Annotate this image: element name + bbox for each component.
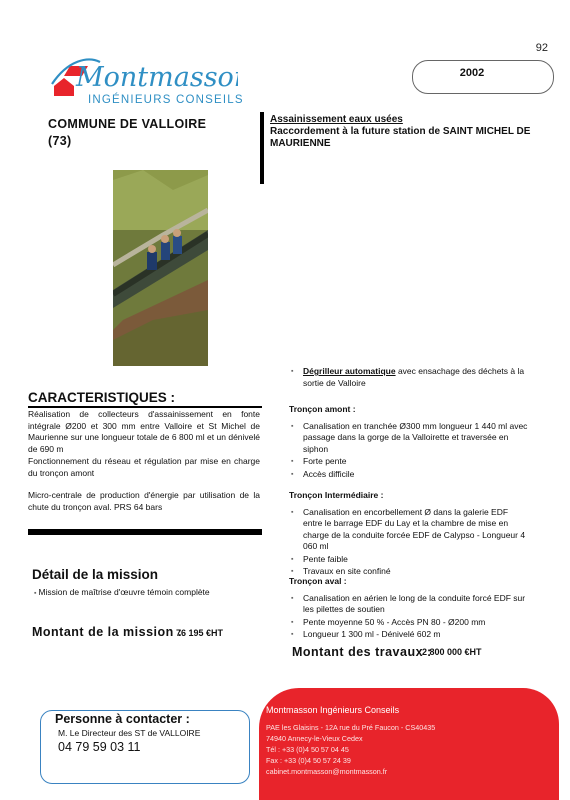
logo-wordmark: Montmasson	[76, 62, 238, 93]
degrilleur-label: Dégrilleur automatique	[303, 366, 396, 376]
caracteristiques-paragraph-2: Fonctionnement du réseau et régulation par mise en charge du tronçon amont	[28, 456, 260, 478]
troncon-amont	[289, 404, 529, 481]
degrilleur-item	[289, 366, 529, 389]
caracteristiques-paragraph-3: Micro-centrale de production d'énergie par utilisation de la chute du tronçon aval. PRS 64 bars	[28, 490, 260, 512]
list-item: ▪ Canalisation en tranchée Ø300 mm longueur 1 440 ml avec passage dans la gorge de la Valloirette et traversée en siphon	[289, 421, 529, 456]
caracteristiques-title: CARACTERISTIQUES :	[28, 390, 176, 405]
troncon-aval-title: Tronçon aval :	[289, 576, 347, 586]
commune-department: (73)	[48, 134, 72, 148]
list-item: ▪ Canalisation en aérien le long de la conduite forcé EDF sur les pilettes de soutien	[289, 593, 529, 616]
logo-subtitle: INGÉNIEURS CONSEILS	[88, 94, 244, 106]
list-item: ▪ Pente moyenne 50 % - Accès PN 80 - Ø200 mm	[289, 617, 529, 629]
project-title-line1: Assainissement eaux usées	[270, 114, 403, 125]
mission-amount-label: Montant de la mission :	[32, 625, 183, 639]
troncon-intermediaire	[289, 490, 529, 579]
company-name: Montmasson Ingénieurs Conseils	[266, 705, 400, 715]
degrilleur-block	[289, 366, 529, 390]
mission-title: Détail de la mission	[32, 567, 159, 582]
commune-heading	[48, 116, 206, 150]
company-fax: Fax : +33 (0)4 50 57 24 39	[266, 756, 351, 765]
works-amount-value: 2 800 000 €HT	[422, 647, 482, 657]
section-divider	[28, 529, 262, 535]
project-title-line2: Raccordement à la future station de SAINT MICHEL DE MAURIENNE	[270, 126, 531, 149]
title-divider	[260, 112, 264, 184]
company-email[interactable]: cabinet.montmasson@montmasson.fr	[266, 767, 388, 776]
mission-amount-value: 76 195 €HT	[176, 628, 224, 638]
caracteristiques-underline	[28, 406, 262, 408]
list-item: ▪ Forte pente	[289, 456, 529, 468]
commune-name: COMMUNE DE VALLOIRE	[48, 117, 207, 131]
project-photo	[113, 170, 208, 366]
mission-item-text: Mission de maîtrise d'œuvre témoin complète	[38, 587, 210, 597]
list-item: ▪ Accès difficile	[289, 469, 529, 481]
works-amount-label: Montant des travaux :	[292, 645, 432, 659]
contact-name: M. Le Directeur des ST de VALLOIRE	[58, 728, 201, 738]
list-item: ▪ Pente faible	[289, 554, 529, 566]
page-number: 92	[535, 42, 548, 54]
company-phone: Tél : +33 (0)4 50 57 04 45	[266, 745, 349, 754]
contact-title: Personne à contacter :	[55, 712, 190, 726]
company-address: PAE les Glaisins - 12A rue du Pré Faucon - CS40435	[266, 723, 436, 732]
company-city: 74940 Annecy-le-Vieux Cedex	[266, 734, 363, 743]
troncon-aval	[289, 576, 529, 642]
list-item: ▪ Longueur 1 300 ml - Dénivelé 602 m	[289, 629, 529, 641]
mission-item: ▪ Mission de maîtrise d'œuvre témoin complète	[34, 587, 210, 597]
caracteristiques-paragraph-1: Réalisation de collecteurs d'assainissement en fonte intégrale Ø200 et 300 mm entre Valloire et St Michel de Maurienne sur une longueur totale de 6 800 ml et un dénivelé de 690 m	[28, 409, 260, 454]
project-title	[270, 114, 555, 150]
year: 2002	[459, 67, 485, 79]
list-item: ▪ Travaux en site confiné	[289, 566, 529, 578]
list-item: ▪ Canalisation en encorbellement Ø dans la galerie EDF entre le barrage EDF du Lay et la chambre de mise en charge de la conduite forcée EDF de Calypso - Longueur 4 060 ml	[289, 507, 529, 553]
contact-phone: 04 79 59 03 11	[58, 740, 141, 754]
troncon-amont-title: Tronçon amont :	[289, 404, 356, 414]
degrilleur-text: avec ensachage des déchets à la sortie de Valloire	[303, 366, 525, 388]
troncon-intermediaire-title: Tronçon Intermédiaire :	[289, 490, 384, 500]
